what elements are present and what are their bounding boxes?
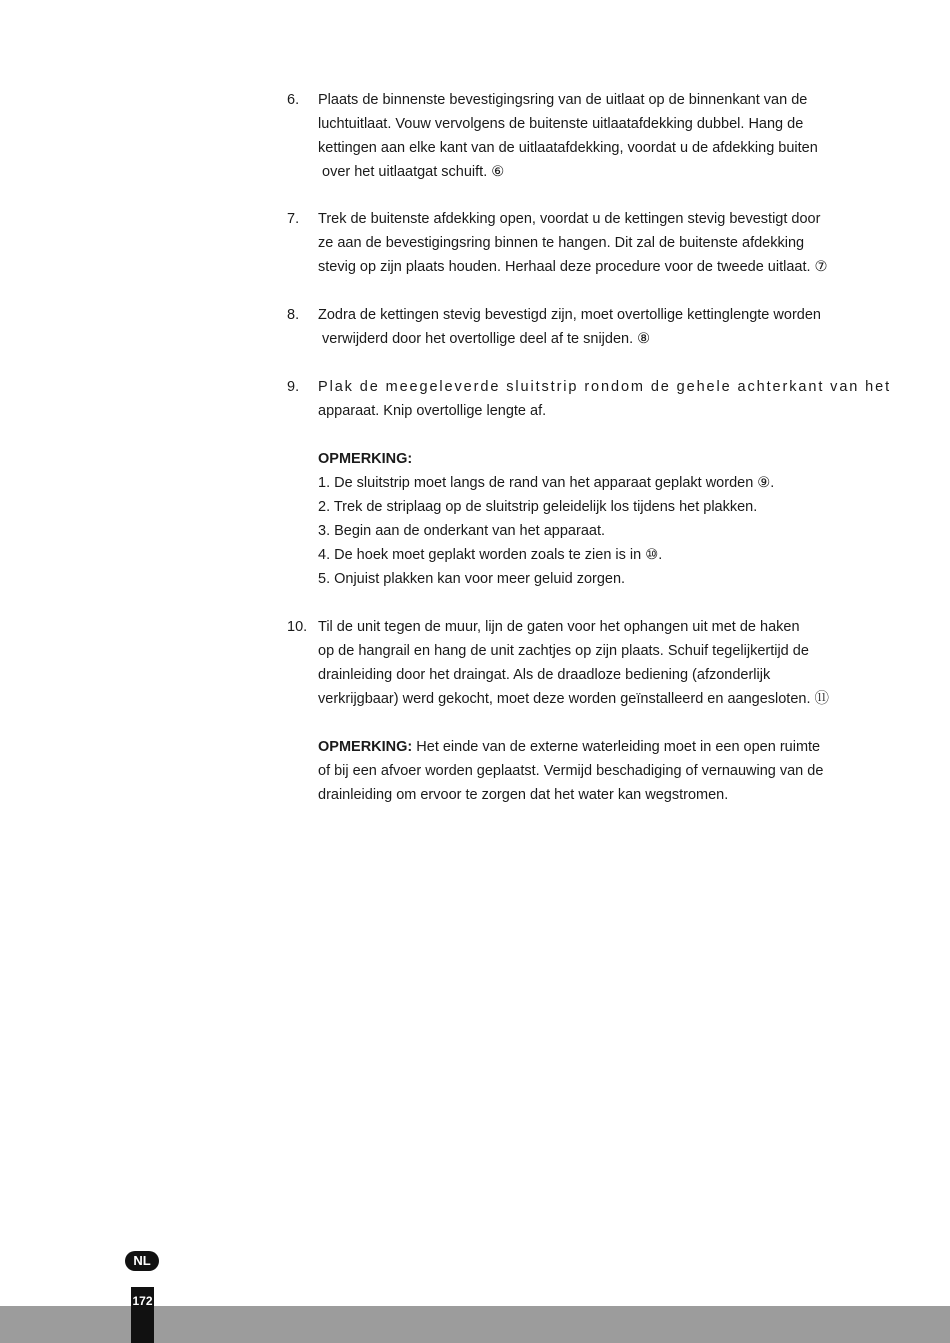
- step-line: luchtuitlaat. Vouw vervolgens de buitenste uitlaatafdekking dubbel. Hang de: [318, 116, 804, 132]
- step-line: Zodra de kettingen stevig bevestigd zijn, moet overtollige kettinglengte worden: [318, 307, 821, 323]
- step-line: Plak de meegeleverde sluitstrip rondom de gehele achterkant van het: [318, 379, 892, 395]
- step-line: Til de unit tegen de muur, lijn de gaten voor het ophangen uit met de haken: [318, 619, 800, 635]
- step-text: [318, 88, 870, 184]
- note-item: 3. Begin aan de onderkant van het apparaat.: [318, 523, 605, 539]
- step-text: [318, 207, 870, 279]
- step-line: ze aan de bevestigingsring binnen te hangen. Dit zal de buitenste afdekking: [318, 235, 805, 251]
- note-paragraph-first-line: [318, 735, 870, 759]
- step-line: apparaat. Knip overtollige lengte af.: [318, 403, 547, 419]
- step-line: Plaats de binnenste bevestigingsring van de uitlaat op de binnenkant van de: [318, 92, 808, 108]
- note-item: 4. De hoek moet geplakt worden zoals te zien is in ⑩.: [318, 547, 663, 563]
- step-number: 8.: [287, 307, 300, 323]
- step-line: over het uitlaatgat schuift. ⑥: [322, 164, 505, 180]
- step-number: 6.: [287, 92, 300, 108]
- step-text: [318, 615, 870, 807]
- step-number: 7.: [287, 211, 300, 227]
- step-line: kettingen aan elke kant van de uitlaatafdekking, voordat u de afdekking buiten: [318, 140, 818, 156]
- step-line: Trek de buitenste afdekking open, voordat u de kettingen stevig bevestigt door: [318, 211, 821, 227]
- step-line: verkrijgbaar) werd gekocht, moet deze worden geïnstalleerd en aangesloten. ⑪: [318, 691, 830, 707]
- step-number: 9.: [287, 379, 300, 395]
- note-item: 5. Onjuist plakken kan voor meer geluid zorgen.: [318, 571, 626, 587]
- step-text: [318, 375, 892, 591]
- step-line: stevig op zijn plaats houden. Herhaal deze procedure voor de tweede uitlaat. ⑦: [318, 259, 828, 275]
- note-line: of bij een afvoer worden geplaatst. Vermijd beschadiging of vernauwing van de: [318, 763, 824, 779]
- page-number: 172: [132, 1294, 153, 1308]
- note-title: OPMERKING:: [318, 451, 413, 467]
- step-line: op de hangrail en hang de unit zachtjes op zijn plaats. Schuif tegelijkertijd de: [318, 643, 809, 659]
- step-number: 10.: [287, 619, 308, 635]
- language-badge: NL: [125, 1251, 159, 1271]
- note-item: 2. Trek de striplaag op de sluitstrip geleidelijk los tijdens het plakken.: [318, 499, 758, 515]
- note-item: 1. De sluitstrip moet langs de rand van het apparaat geplakt worden ⑨.: [318, 475, 775, 491]
- step-line: drainleiding door het draingat. Als de draadloze bediening (afzonderlijk: [318, 667, 771, 683]
- note-line: drainleiding om ervoor te zorgen dat het water kan wegstromen.: [318, 787, 729, 803]
- note-title: OPMERKING:: [318, 739, 413, 755]
- step-line: verwijderd door het overtollige deel af te snijden. ⑧: [322, 331, 651, 347]
- note-text: Het einde van de externe waterleiding moet in een open ruimte: [412, 739, 821, 755]
- step-text: [318, 303, 870, 351]
